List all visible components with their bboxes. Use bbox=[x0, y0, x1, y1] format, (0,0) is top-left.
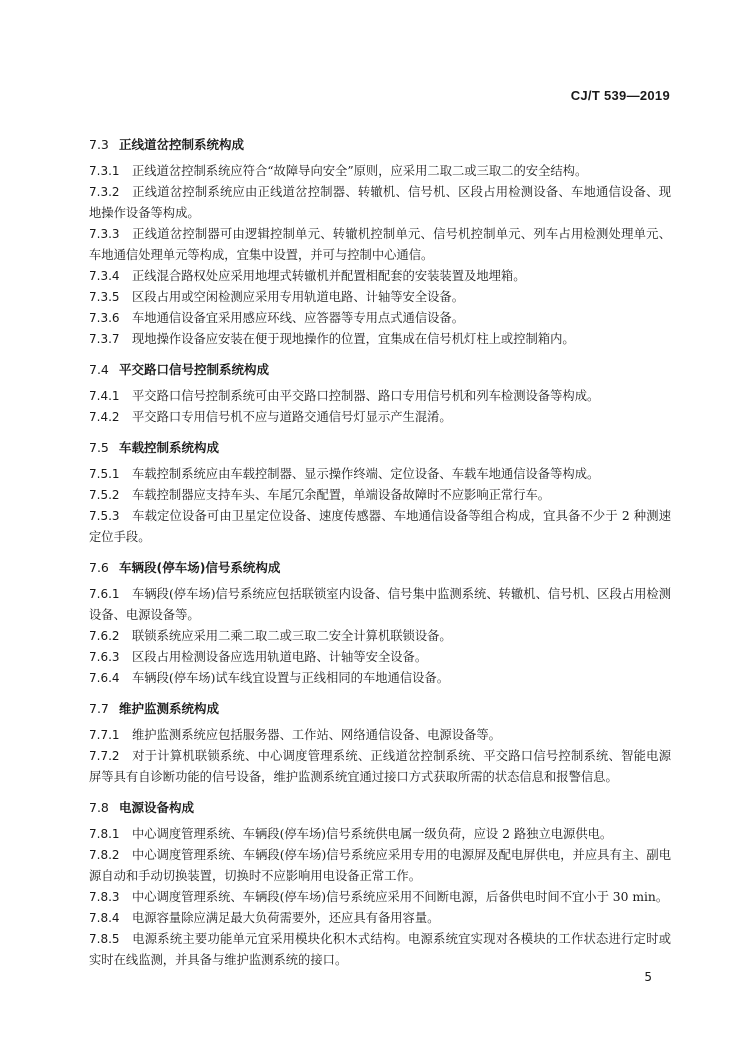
clause-text: 正线道岔控制器可由逻辑控制单元、转辙机控制单元、信号机控制单元、列车占用检测处理单元、车地通信处理单元等构成，宜集中设置，并可与控制中心通信。 bbox=[89, 227, 671, 262]
section-7-6 bbox=[89, 558, 671, 689]
clause bbox=[89, 725, 671, 746]
section-heading bbox=[89, 438, 671, 456]
section-number: 7.7 bbox=[89, 701, 109, 716]
clause bbox=[89, 266, 671, 287]
clause-text: 联锁系统应采用二乘二取二或三取二安全计算机联锁设备。 bbox=[132, 629, 452, 643]
clause bbox=[89, 668, 671, 689]
clause-text: 正线道岔控制系统应符合“故障导向安全”原则，应采用二取二或三取二的安全结构。 bbox=[132, 164, 588, 178]
clause-text: 中心调度管理系统、车辆段(停车场)信号系统应采用不间断电源，后备供电时间不宜小于 30 min。 bbox=[132, 890, 669, 904]
clause-number: 7.7.1 bbox=[89, 728, 120, 742]
clause bbox=[89, 929, 671, 971]
clause-number: 7.5.2 bbox=[89, 488, 120, 502]
clause-text: 平交路口信号控制系统可由平交路口控制器、路口专用信号机和列车检测设备等构成。 bbox=[132, 389, 600, 403]
clause-number: 7.7.2 bbox=[89, 749, 120, 763]
clause bbox=[89, 287, 671, 308]
clause-text: 电源容量除应满足最大负荷需要外，还应具有备用容量。 bbox=[132, 911, 440, 925]
section-title: 正线道岔控制系统构成 bbox=[119, 137, 245, 152]
section-number: 7.5 bbox=[89, 440, 109, 455]
section-heading bbox=[89, 135, 671, 153]
clause bbox=[89, 584, 671, 626]
section-title: 平交路口信号控制系统构成 bbox=[119, 362, 270, 377]
clause bbox=[89, 485, 671, 506]
document-body bbox=[89, 127, 671, 981]
clause bbox=[89, 308, 671, 329]
clause-text: 区段占用或空闲检测应采用专用轨道电路、计轴等安全设备。 bbox=[132, 290, 465, 304]
clause bbox=[89, 626, 671, 647]
clause-number: 7.8.3 bbox=[89, 890, 120, 904]
clause-text: 电源系统主要功能单元宜采用模块化积木式结构。电源系统宜实现对各模块的工作状态进行定时或实时在线监测，并具备与维护监测系统的接口。 bbox=[89, 932, 671, 967]
section-number: 7.6 bbox=[89, 560, 109, 575]
clause-text: 车载定位设备可由卫星定位设备、速度传感器、车地通信设备等组合构成，宜具备不少于 2 种测速定位手段。 bbox=[89, 509, 671, 544]
clause-text: 区段占用检测设备应选用轨道电路、计轴等安全设备。 bbox=[132, 650, 428, 664]
section-heading bbox=[89, 798, 671, 816]
clause-number: 7.3.6 bbox=[89, 311, 120, 325]
clause-number: 7.8.1 bbox=[89, 827, 120, 841]
section-title: 车载控制系统构成 bbox=[119, 440, 220, 455]
clause-number: 7.3.1 bbox=[89, 164, 120, 178]
clause bbox=[89, 386, 671, 407]
clause bbox=[89, 161, 671, 182]
clause-number: 7.8.4 bbox=[89, 911, 120, 925]
clause-number: 7.8.2 bbox=[89, 848, 120, 862]
clause-text: 车载控制系统应由车载控制器、显示操作终端、定位设备、车载车地通信设备等构成。 bbox=[132, 467, 600, 481]
clause-text: 车辆段(停车场)信号系统应包括联锁室内设备、信号集中监测系统、转辙机、信号机、区段占用检测设备、电源设备等。 bbox=[89, 587, 671, 622]
clause-number: 7.3.4 bbox=[89, 269, 120, 283]
clause bbox=[89, 887, 671, 908]
clause bbox=[89, 746, 671, 788]
clause-text: 中心调度管理系统、车辆段(停车场)信号系统应采用专用的电源屏及配电屏供电，并应具有主、副电源自动和手动切换装置，切换时不应影响用电设备正常工作。 bbox=[89, 848, 671, 883]
section-title: 电源设备构成 bbox=[119, 800, 195, 815]
clause-number: 7.5.3 bbox=[89, 509, 120, 523]
clause-number: 7.6.2 bbox=[89, 629, 120, 643]
standard-code: CJ/T 539—2019 bbox=[570, 88, 670, 103]
clause-number: 7.6.1 bbox=[89, 587, 120, 601]
clause-number: 7.4.1 bbox=[89, 389, 120, 403]
clause-text: 平交路口专用信号机不应与道路交通信号灯显示产生混淆。 bbox=[132, 410, 452, 424]
clause-text: 正线混合路权处应采用地埋式转辙机并配置相配套的安装装置及地埋箱。 bbox=[132, 269, 526, 283]
clause bbox=[89, 506, 671, 548]
clause-text: 中心调度管理系统、车辆段(停车场)信号系统供电属一级负荷，应设 2 路独立电源供电。 bbox=[132, 827, 613, 841]
page-number: 5 bbox=[644, 970, 652, 984]
clause-number: 7.3.5 bbox=[89, 290, 120, 304]
clause-number: 7.5.1 bbox=[89, 467, 120, 481]
section-number: 7.8 bbox=[89, 800, 109, 815]
clause-text: 维护监测系统应包括服务器、工作站、网络通信设备、电源设备等。 bbox=[132, 728, 501, 742]
section-number: 7.4 bbox=[89, 362, 109, 377]
section-title: 维护监测系统构成 bbox=[119, 701, 220, 716]
clause-number: 7.3.7 bbox=[89, 332, 120, 346]
clause-number: 7.3.3 bbox=[89, 227, 120, 241]
clause bbox=[89, 845, 671, 887]
clause-text: 现地操作设备应安装在便于现地操作的位置，宜集成在信号机灯柱上或控制箱内。 bbox=[132, 332, 575, 346]
section-heading bbox=[89, 699, 671, 717]
clause bbox=[89, 182, 671, 224]
clause-number: 7.8.5 bbox=[89, 932, 120, 946]
clause-number: 7.3.2 bbox=[89, 185, 120, 199]
clause-text: 正线道岔控制系统应由正线道岔控制器、转辙机、信号机、区段占用检测设备、车地通信设备、现地操作设备等构成。 bbox=[89, 185, 671, 220]
clause bbox=[89, 647, 671, 668]
section-heading bbox=[89, 360, 671, 378]
clause bbox=[89, 407, 671, 428]
clause-number: 7.6.4 bbox=[89, 671, 120, 685]
clause-number: 7.6.3 bbox=[89, 650, 120, 664]
clause bbox=[89, 464, 671, 485]
section-7-5 bbox=[89, 438, 671, 548]
clause-text: 对于计算机联锁系统、中心调度管理系统、正线道岔控制系统、平交路口信号控制系统、智能电源屏等具有自诊断功能的信号设备，维护监测系统宜通过接口方式获取所需的状态信息和报警信息。 bbox=[89, 749, 671, 784]
section-7-3 bbox=[89, 135, 671, 350]
section-7-7 bbox=[89, 699, 671, 788]
section-7-8 bbox=[89, 798, 671, 971]
section-number: 7.3 bbox=[89, 137, 109, 152]
clause-text: 车载控制器应支持车头、车尾冗余配置，单端设备故障时不应影响正常行车。 bbox=[132, 488, 551, 502]
clause-text: 车地通信设备宜采用感应环线、应答器等专用点式通信设备。 bbox=[132, 311, 465, 325]
section-heading bbox=[89, 558, 671, 576]
clause-text: 车辆段(停车场)试车线宜设置与正线相同的车地通信设备。 bbox=[132, 671, 450, 685]
clause bbox=[89, 329, 671, 350]
clause bbox=[89, 824, 671, 845]
clause-number: 7.4.2 bbox=[89, 410, 120, 424]
clause bbox=[89, 908, 671, 929]
clause bbox=[89, 224, 671, 266]
section-7-4 bbox=[89, 360, 671, 428]
section-title: 车辆段(停车场)信号系统构成 bbox=[119, 560, 281, 575]
